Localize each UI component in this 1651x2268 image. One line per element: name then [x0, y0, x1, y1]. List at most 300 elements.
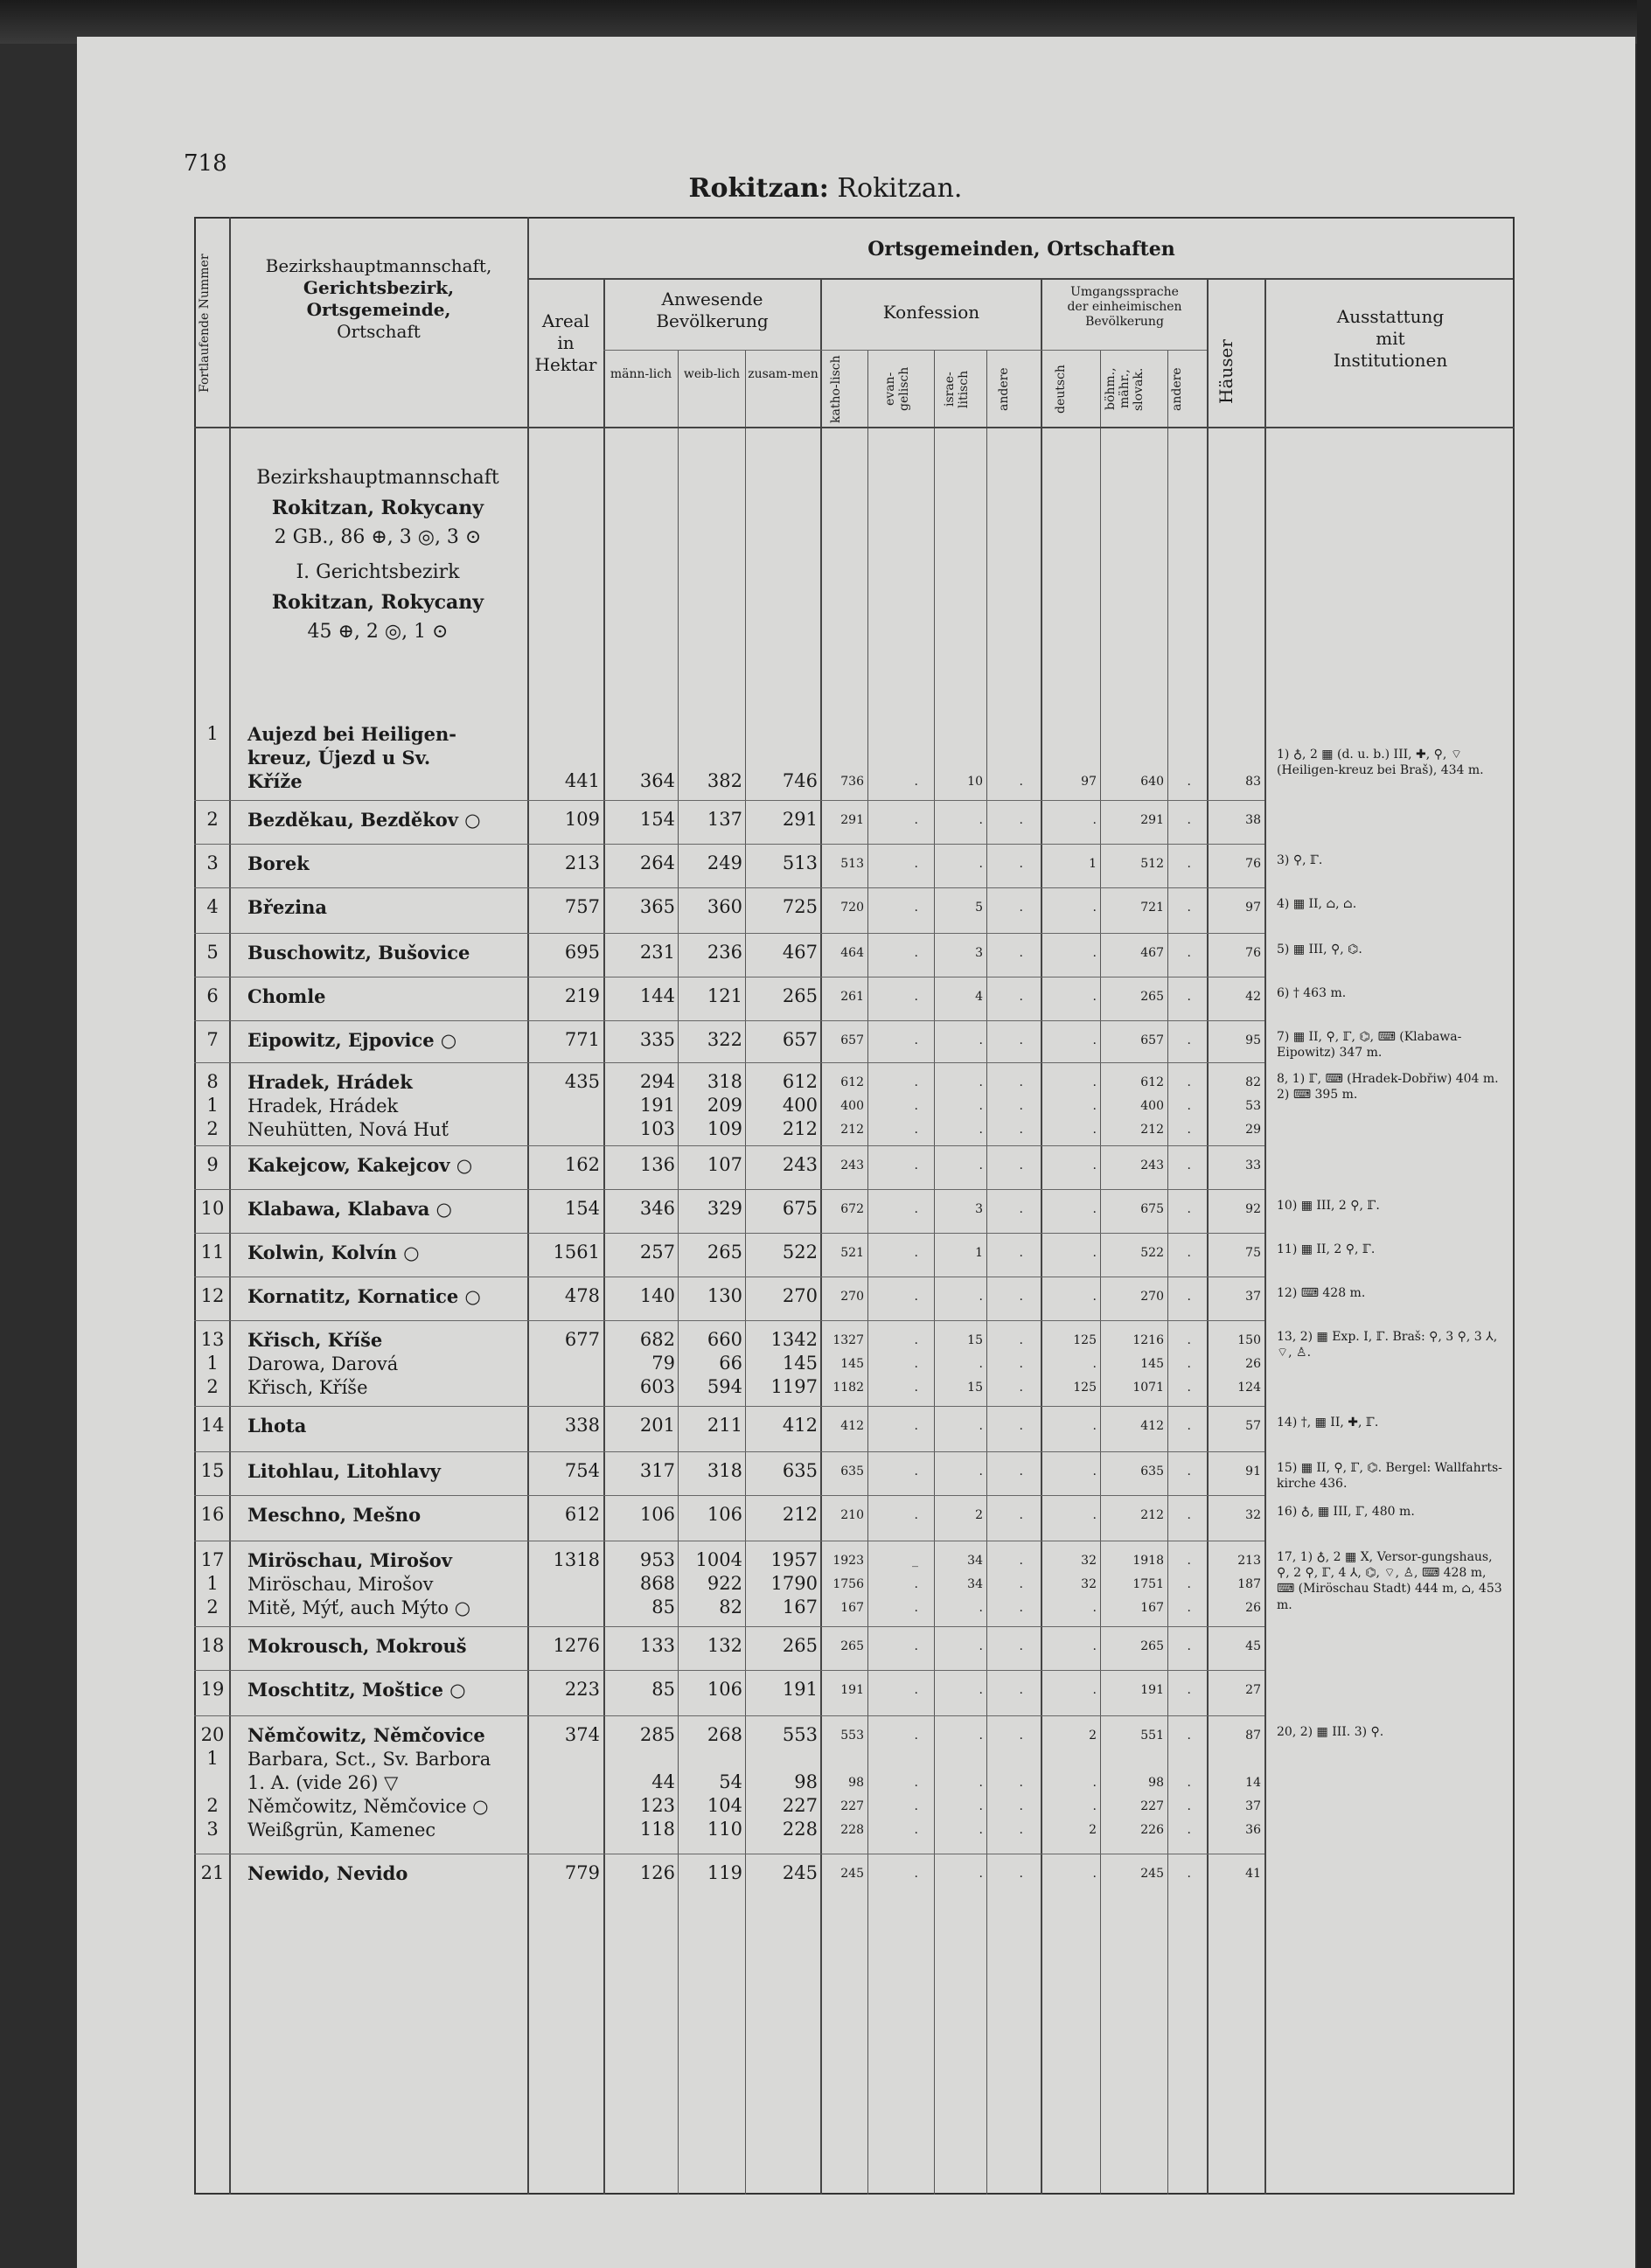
value-m: 44	[651, 1771, 675, 1792]
value-ands: .	[1187, 1577, 1191, 1591]
value-and: .	[1019, 1776, 1023, 1790]
value-evan: .	[914, 1508, 918, 1522]
header-maennlich: männ-lich	[610, 367, 672, 381]
value-and: .	[1019, 1419, 1023, 1433]
value-z: 228	[782, 1819, 818, 1840]
value-ands: .	[1187, 813, 1191, 827]
area-hectares: 435	[564, 1071, 600, 1092]
value-hs: 37	[1245, 1290, 1261, 1304]
institutions: 1) ♁, 2 ▦ (d. u. b.) III, ✚, ⚲, ⌔ (Heiligen-kreuz bei Braš), 434 m.	[1277, 748, 1484, 778]
value-w: 322	[707, 1029, 742, 1050]
value-isr: .	[979, 1099, 983, 1113]
value-w: 382	[707, 770, 742, 791]
value-z: 400	[782, 1095, 818, 1116]
scan-right-edge	[1637, 0, 1651, 2268]
value-boh: 1216	[1132, 1333, 1164, 1347]
value-deu: .	[1092, 1357, 1097, 1371]
area-hectares: 612	[564, 1504, 600, 1525]
value-evan: .	[914, 1246, 918, 1260]
value-w: 107	[707, 1154, 742, 1175]
value-ands: .	[1187, 946, 1191, 960]
value-ands: .	[1187, 1823, 1191, 1837]
value-m: 335	[639, 1029, 675, 1050]
value-m: 140	[639, 1285, 675, 1306]
place-name: Kakejcow, Kakejcov ○	[247, 1154, 473, 1176]
value-kath: 553	[840, 1729, 864, 1743]
value-kath: 513	[840, 857, 864, 871]
value-ands: .	[1187, 1729, 1191, 1743]
value-hs: 26	[1245, 1601, 1261, 1615]
value-m: 106	[639, 1504, 675, 1525]
row-separator	[194, 1145, 1264, 1146]
value-boh: 227	[1140, 1799, 1164, 1813]
value-ands: .	[1187, 775, 1191, 789]
value-z: 522	[782, 1242, 818, 1263]
value-boh: 265	[1140, 990, 1164, 1004]
value-kath: 98	[848, 1776, 864, 1790]
place-name: Křisch, Kříše	[247, 1329, 383, 1351]
value-isr: .	[979, 1601, 983, 1615]
value-deu: 32	[1081, 1577, 1097, 1591]
value-deu: 2	[1089, 1729, 1097, 1743]
value-and: .	[1019, 1246, 1023, 1260]
header-zusammen: zusam-men	[748, 367, 819, 381]
value-z: 265	[782, 985, 818, 1006]
value-m: 953	[639, 1549, 675, 1570]
value-boh: 167	[1140, 1601, 1164, 1615]
place-name: Darowa, Darová	[247, 1353, 399, 1374]
value-ands: .	[1187, 1464, 1191, 1478]
row-number: 1	[206, 1573, 219, 1594]
value-kath: 210	[840, 1508, 864, 1522]
value-boh: 675	[1140, 1202, 1164, 1216]
header-running-number: Fortlaufende Nummer	[198, 254, 212, 393]
value-kath: 1182	[832, 1381, 864, 1395]
value-boh: 98	[1148, 1776, 1164, 1790]
institutions: 20, 2) ▦ III. 3) ⚲.	[1277, 1725, 1384, 1739]
header-ortsgemeinden: Ortsgemeinden, Ortschaften	[867, 238, 1175, 261]
value-ands: .	[1187, 1799, 1191, 1813]
value-and: .	[1019, 946, 1023, 960]
row-separator	[194, 1320, 1264, 1321]
value-m: 123	[639, 1795, 675, 1816]
value-and: .	[1019, 1867, 1023, 1881]
value-kath: 1756	[832, 1577, 864, 1591]
value-and: .	[1019, 990, 1023, 1004]
value-hs: 32	[1245, 1508, 1261, 1522]
value-z: 212	[782, 1118, 818, 1139]
value-hs: 27	[1245, 1683, 1261, 1697]
value-isr: 1	[975, 1246, 983, 1260]
value-and: .	[1019, 901, 1023, 915]
institutions: 3) ⚲, ℾ.	[1277, 853, 1323, 867]
value-hs: 91	[1245, 1464, 1261, 1478]
value-isr: .	[979, 1823, 983, 1837]
value-kath: 657	[840, 1033, 864, 1047]
value-boh: 191	[1140, 1683, 1164, 1697]
header-umgangssprache: Umgangssprache der einheimischen Bevölkerung	[1067, 285, 1182, 329]
value-isr: .	[979, 1639, 983, 1653]
row-number: 20	[200, 1724, 225, 1745]
value-w: 209	[707, 1095, 742, 1116]
value-evan: .	[914, 990, 918, 1004]
value-m: 364	[639, 770, 675, 791]
value-evan: .	[914, 1823, 918, 1837]
value-evan: .	[914, 1075, 918, 1089]
place-name: kreuz, Újezd u Sv.	[247, 747, 431, 769]
place-name: Litohlau, Litohlavy	[247, 1460, 441, 1482]
place-name: Miröschau, Mirošov	[247, 1574, 434, 1595]
value-evan: .	[914, 1357, 918, 1371]
value-isr: .	[979, 1867, 983, 1881]
value-w: 137	[707, 809, 742, 830]
value-hs: 92	[1245, 1202, 1261, 1216]
value-ands: .	[1187, 1683, 1191, 1697]
value-deu: .	[1092, 1867, 1097, 1881]
area-hectares: 109	[564, 809, 600, 830]
value-evan: .	[914, 946, 918, 960]
header-name-column: Bezirkshauptmannschaft, Gerichtsbezirk, Ortsgemeinde, Ortschaft	[265, 255, 492, 342]
place-name: Kříže	[247, 770, 303, 792]
value-boh: 657	[1140, 1033, 1164, 1047]
header-anwesende: Anwesende Bevölkerung	[656, 289, 769, 331]
value-deu: .	[1092, 1601, 1097, 1615]
row-number: 1	[206, 1748, 219, 1769]
value-m: 257	[639, 1242, 675, 1263]
value-evan: .	[914, 775, 918, 789]
place-name: Mokrousch, Mokrouš	[247, 1635, 467, 1657]
value-boh: 412	[1140, 1419, 1164, 1433]
row-number: 16	[200, 1504, 225, 1525]
value-kath: 291	[840, 813, 864, 827]
row-number: 6	[206, 985, 219, 1006]
value-deu: .	[1092, 1202, 1097, 1216]
value-boh: 243	[1140, 1158, 1164, 1172]
value-and: .	[1019, 1601, 1023, 1615]
value-and: .	[1019, 1099, 1023, 1113]
value-w: 236	[707, 942, 742, 963]
row-separator	[194, 1233, 1264, 1234]
value-ands: .	[1187, 1202, 1191, 1216]
row-number: 1	[206, 1353, 219, 1374]
row-number: 1	[206, 723, 219, 744]
place-name: Hradek, Hrádek	[247, 1071, 413, 1093]
value-ands: .	[1187, 901, 1191, 915]
value-kath: 145	[840, 1357, 864, 1371]
value-kath: 227	[840, 1799, 864, 1813]
value-m: 682	[639, 1329, 675, 1350]
value-deu: .	[1092, 1158, 1097, 1172]
value-z: 467	[782, 942, 818, 963]
value-and: .	[1019, 1357, 1023, 1371]
value-evan: _	[912, 1554, 918, 1568]
value-deu: .	[1092, 1639, 1097, 1653]
value-hs: 75	[1245, 1246, 1261, 1260]
value-kath: 245	[840, 1867, 864, 1881]
row-separator	[194, 1062, 1264, 1063]
value-evan: .	[914, 1419, 918, 1433]
value-z: 1197	[770, 1376, 818, 1397]
place-name: Němčowitz, Němčovice ○	[247, 1796, 489, 1817]
value-isr: 4	[975, 990, 983, 1004]
value-hs: 187	[1237, 1577, 1261, 1591]
header-andere-konfession: andere	[997, 367, 1011, 411]
area-hectares: 779	[564, 1862, 600, 1883]
value-z: 725	[782, 896, 818, 917]
value-boh: 522	[1140, 1246, 1164, 1260]
header-israelitisch: israe-litisch	[943, 370, 971, 408]
place-name: Kolwin, Kolvín ○	[247, 1242, 420, 1263]
row-number: 15	[200, 1460, 225, 1481]
value-deu: .	[1092, 1464, 1097, 1478]
value-z: 635	[782, 1460, 818, 1481]
value-w: 360	[707, 896, 742, 917]
value-kath: 720	[840, 901, 864, 915]
value-ands: .	[1187, 1246, 1191, 1260]
value-hs: 213	[1237, 1554, 1261, 1568]
value-isr: .	[979, 1464, 983, 1478]
value-evan: .	[914, 857, 918, 871]
area-hectares: 757	[564, 896, 600, 917]
institutions: 4) ▦ II, ⌂, ⌂.	[1277, 897, 1357, 911]
value-and: .	[1019, 1729, 1023, 1743]
value-hs: 37	[1245, 1799, 1261, 1813]
value-ands: .	[1187, 1639, 1191, 1653]
place-name: Barbara, Sct., Sv. Barbora	[247, 1749, 491, 1770]
area-hectares: 213	[564, 852, 600, 873]
value-evan: .	[914, 1123, 918, 1137]
value-m: 136	[639, 1154, 675, 1175]
value-w: 130	[707, 1285, 742, 1306]
row-separator	[194, 1670, 1264, 1671]
row-separator	[194, 1495, 1264, 1496]
value-deu: .	[1092, 1246, 1097, 1260]
value-boh: 635	[1140, 1464, 1164, 1478]
value-evan: .	[914, 1333, 918, 1347]
value-w: 54	[719, 1771, 742, 1792]
value-m: 264	[639, 852, 675, 873]
value-w: 106	[707, 1504, 742, 1525]
header-haeuser: Häuser	[1216, 339, 1237, 404]
row-number: 14	[200, 1415, 225, 1436]
value-deu: .	[1092, 1419, 1097, 1433]
value-ands: .	[1187, 1776, 1191, 1790]
area-hectares: 1561	[553, 1242, 600, 1263]
row-separator	[194, 933, 1264, 934]
value-w: 104	[707, 1795, 742, 1816]
place-name: Borek	[247, 852, 310, 874]
value-deu: .	[1092, 946, 1097, 960]
value-evan: .	[914, 1290, 918, 1304]
value-evan: .	[914, 1729, 918, 1743]
row-number: 2	[206, 1376, 219, 1397]
value-z: 245	[782, 1862, 818, 1883]
row-number: 5	[206, 942, 219, 963]
page-number: 718	[184, 150, 227, 177]
place-name: Moschtitz, Moštice ○	[247, 1679, 466, 1701]
district-heading: Bezirkshauptmannschaft Rokitzan, Rokycany 2 GB., 86 ⊕, 3 ◎, 3 ⊙ I. Gerichtsbezirk Rokitzan, Rokycany 45 ⊕, 2 ◎, 1 ⊙	[256, 467, 499, 644]
value-hs: 53	[1245, 1099, 1261, 1113]
place-name: Mitě, Mýť, auch Mýto ○	[247, 1597, 471, 1618]
value-isr: 3	[975, 1202, 983, 1216]
area-hectares: 1276	[553, 1635, 600, 1656]
value-m: 79	[651, 1353, 675, 1374]
value-w: 119	[707, 1862, 742, 1883]
value-kath: 228	[840, 1823, 864, 1837]
value-isr: .	[979, 1357, 983, 1371]
value-m: 201	[639, 1415, 675, 1436]
value-kath: 1923	[832, 1554, 864, 1568]
value-and: .	[1019, 1381, 1023, 1395]
value-z: 265	[782, 1635, 818, 1656]
value-isr: .	[979, 1290, 983, 1304]
value-isr: 15	[967, 1333, 983, 1347]
value-hs: 76	[1245, 857, 1261, 871]
value-z: 212	[782, 1504, 818, 1525]
place-name: Meschno, Mešno	[247, 1504, 421, 1526]
value-isr: 5	[975, 901, 983, 915]
value-w: 110	[707, 1819, 742, 1840]
value-boh: 212	[1140, 1508, 1164, 1522]
value-w: 249	[707, 852, 742, 873]
value-z: 243	[782, 1154, 818, 1175]
value-ands: .	[1187, 1381, 1191, 1395]
value-ands: .	[1187, 990, 1191, 1004]
value-z: 270	[782, 1285, 818, 1306]
row-number: 9	[206, 1154, 219, 1175]
value-boh: 265	[1140, 1639, 1164, 1653]
value-z: 1790	[770, 1573, 818, 1594]
value-z: 1342	[770, 1329, 818, 1350]
value-isr: 2	[975, 1508, 983, 1522]
row-number: 12	[200, 1285, 225, 1306]
value-boh: 212	[1140, 1123, 1164, 1137]
value-hs: 41	[1245, 1867, 1261, 1881]
place-name: Hradek, Hrádek	[247, 1096, 399, 1117]
value-and: .	[1019, 1202, 1023, 1216]
value-isr: .	[979, 1123, 983, 1137]
value-evan: .	[914, 1867, 918, 1881]
value-w: 660	[707, 1329, 742, 1350]
row-separator	[194, 887, 1264, 888]
value-z: 657	[782, 1029, 818, 1050]
value-boh: 612	[1140, 1075, 1164, 1089]
value-isr: .	[979, 1776, 983, 1790]
value-deu: .	[1092, 1683, 1097, 1697]
value-ands: .	[1187, 1554, 1191, 1568]
value-isr: .	[979, 1158, 983, 1172]
value-isr: .	[979, 1419, 983, 1433]
area-hectares: 677	[564, 1329, 600, 1350]
value-kath: 521	[840, 1246, 864, 1260]
value-isr: .	[979, 1729, 983, 1743]
area-hectares: 771	[564, 1029, 600, 1050]
area-hectares: 338	[564, 1415, 600, 1436]
area-hectares: 754	[564, 1460, 600, 1481]
value-and: .	[1019, 1508, 1023, 1522]
value-deu: .	[1092, 1290, 1097, 1304]
value-deu: 2	[1089, 1823, 1097, 1837]
value-and: .	[1019, 1290, 1023, 1304]
value-and: .	[1019, 1799, 1023, 1813]
header-andere-sprache: andere	[1170, 367, 1184, 411]
value-ands: .	[1187, 1033, 1191, 1047]
place-name: Aujezd bei Heiligen-	[247, 723, 456, 745]
value-w: 922	[707, 1573, 742, 1594]
value-deu: .	[1092, 1123, 1097, 1137]
value-evan: .	[914, 1683, 918, 1697]
row-number: 2	[206, 1597, 219, 1618]
row-separator	[194, 1626, 1264, 1627]
value-and: .	[1019, 1554, 1023, 1568]
value-isr: 34	[967, 1577, 983, 1591]
area-hectares: 219	[564, 985, 600, 1006]
value-kath: 212	[840, 1123, 864, 1137]
place-name: Křisch, Kříše	[247, 1377, 368, 1398]
place-name: Kornatitz, Kornatice ○	[247, 1285, 481, 1307]
value-w: 106	[707, 1679, 742, 1700]
value-ands: .	[1187, 1333, 1191, 1347]
value-kath: 672	[840, 1202, 864, 1216]
institutions: 12) ⌨ 428 m.	[1277, 1286, 1366, 1300]
value-w: 318	[707, 1460, 742, 1481]
institutions: 17, 1) ♁, 2 ▦ X, Versor-gungshaus, ⚲, 2 ⚲, ℾ, 4 ⅄, ⌬, ⌔, ♙, ⌨ 428 m, ⌨ (Miröschau Stadt) 444 m, ⌂, 453 m.	[1277, 1550, 1502, 1612]
value-hs: 14	[1245, 1776, 1261, 1790]
area-hectares: 441	[564, 770, 600, 791]
row-separator	[194, 800, 1264, 801]
row-number: 3	[206, 852, 219, 873]
institutions: 13, 2) ▦ Exp. I, ℾ. Braš: ⚲, 3 ⚲, 3 ⅄, ⌔, ♙.	[1277, 1330, 1498, 1360]
value-and: .	[1019, 1823, 1023, 1837]
value-isr: 3	[975, 946, 983, 960]
value-evan: .	[914, 1601, 918, 1615]
value-hs: 45	[1245, 1639, 1261, 1653]
value-and: .	[1019, 1158, 1023, 1172]
value-deu: .	[1092, 1508, 1097, 1522]
value-z: 553	[782, 1724, 818, 1745]
value-and: .	[1019, 1639, 1023, 1653]
institutions: 6) † 463 m.	[1277, 986, 1347, 1000]
value-hs: 33	[1245, 1158, 1261, 1172]
value-m: 154	[639, 809, 675, 830]
row-separator	[194, 1189, 1264, 1190]
value-hs: 150	[1237, 1333, 1261, 1347]
area-hectares: 154	[564, 1198, 600, 1219]
value-deu: 1	[1089, 857, 1097, 871]
institutions: 11) ▦ II, 2 ⚲, ℾ.	[1277, 1242, 1376, 1256]
row-number: 19	[200, 1679, 225, 1700]
value-z: 291	[782, 809, 818, 830]
value-m: 365	[639, 896, 675, 917]
value-deu: 125	[1073, 1381, 1097, 1395]
value-m: 317	[639, 1460, 675, 1481]
value-boh: 1751	[1132, 1577, 1164, 1591]
value-m: 144	[639, 985, 675, 1006]
value-boh: 467	[1140, 946, 1164, 960]
header-deutsch: deutsch	[1054, 365, 1068, 414]
area-hectares: 695	[564, 942, 600, 963]
value-ands: .	[1187, 1419, 1191, 1433]
value-hs: 87	[1245, 1729, 1261, 1743]
value-deu: .	[1092, 990, 1097, 1004]
value-kath: 1327	[832, 1333, 864, 1347]
value-m: 85	[651, 1679, 675, 1700]
value-m: 118	[639, 1819, 675, 1840]
institutions: 10) ▦ III, 2 ⚲, ℾ.	[1277, 1199, 1380, 1213]
value-evan: .	[914, 1577, 918, 1591]
place-name: Lhota	[247, 1415, 307, 1437]
value-boh: 226	[1140, 1823, 1164, 1837]
